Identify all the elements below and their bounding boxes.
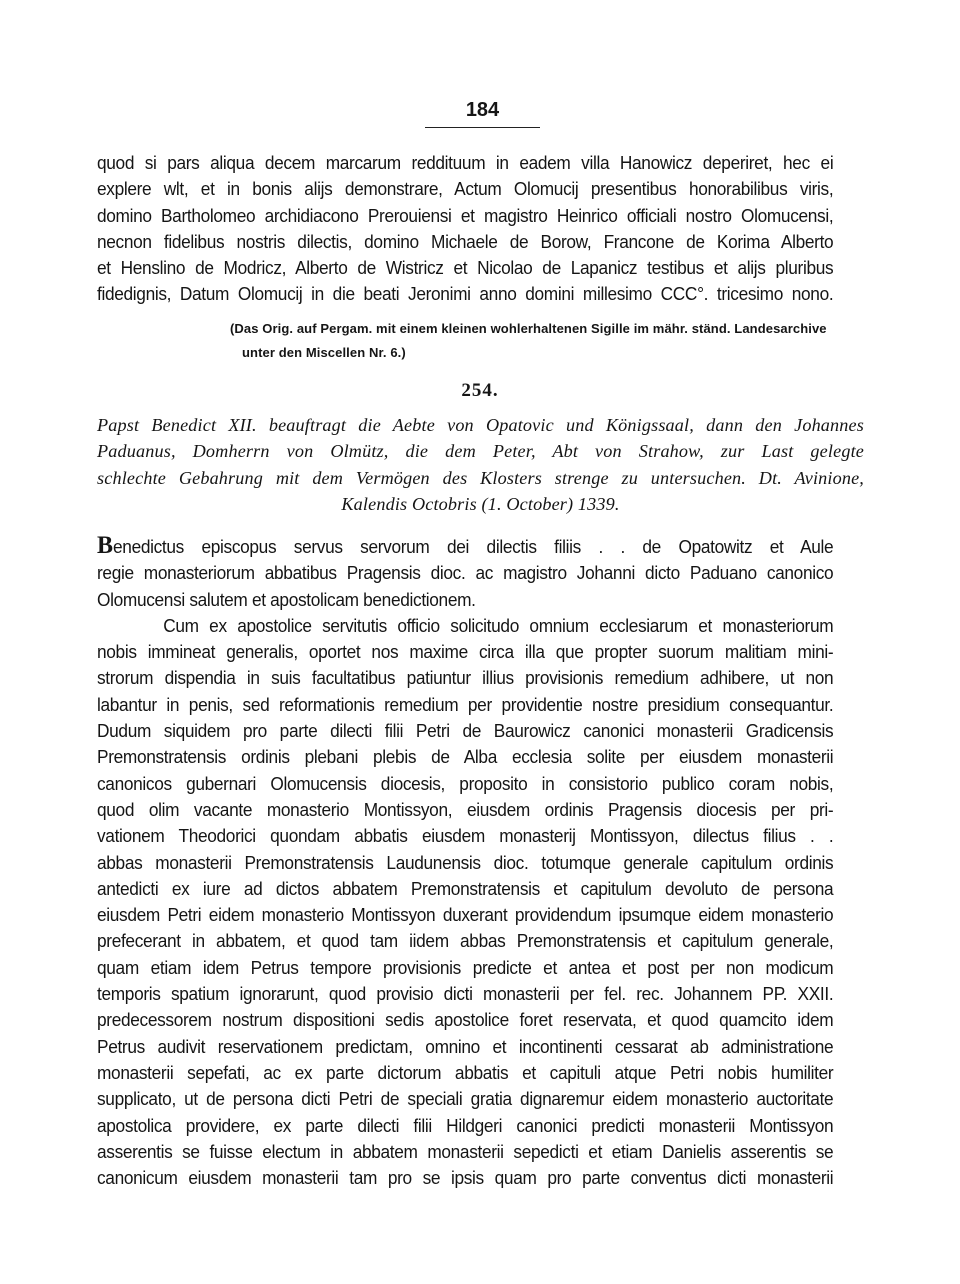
text-line: domino Bartholomeo archidiacono Prerouiensi et magistro Heinrico officiali nostro Olomucensi, [97, 205, 834, 226]
text-line: antedicti ex iure ad dictos abbatem Premonstratensis et capitulum devoluto de persona [97, 878, 834, 899]
text-line: Premonstratensis ordinis plebani plebis de Alba ecclesia solite per eiusdem monasterii [97, 747, 834, 768]
archival-note [230, 317, 870, 365]
text-line: apostolica providere, ex parte dilecti filii Hildgeri canonici predicti monasterii Montissyon [97, 1115, 834, 1136]
text-line: regie monasteriorum abbatibus Pragensis dioc. ac magistro Johanni dicto Paduano canonico [97, 563, 834, 584]
text-line: predecessorem nostrum dispositioni sedis apostolice foret reservata, et quod quamcito idem [97, 1010, 834, 1031]
text-line: Petrus audivit reservationem predictam, omnino et incontinenti cessarat ab administratione [97, 1036, 834, 1057]
note-line: (Das Orig. auf Pergam. mit einem kleinen wohlerhaltenen Sigille im mähr. ständ. Landesarchive [230, 321, 827, 336]
text-line: temporis spatium ignorarunt, quod provisio dicti monasterii per fel. rec. Johannem PP. XXII. [97, 984, 834, 1005]
regest-line: Kalendis Octobris (1. October) 1339. [341, 493, 620, 514]
text-line: quod olim vacante monasterio Montissyon, eiusdem ordinis Pragensis diocesis per pri- [97, 799, 834, 820]
text-line: fidedignis, Datum Olomucij in die beati Jeronimi anno domini millesimo CCC°. tricesimo nono. [97, 284, 834, 305]
page-number: 184 [465, 99, 500, 121]
text-line: labantur in penis, sed reformationis remedium per providentie nostre presidium consequantur. [97, 694, 834, 715]
text-line: canonicos gubernari Olomucensis diocesis, proposito in consistorio publico coram nobis, [97, 773, 834, 794]
text-line: Cum ex apostolice servitutis officio solicitudo omnium ecclesiarum et monasteriorum [163, 615, 834, 636]
note-line: unter den Miscellen Nr. 6.) [242, 345, 406, 360]
regest-line: Paduanus, Domherrn von Olmütz, die dem Peter, Abt von Strahow, zur Last gelegte [97, 441, 864, 462]
text-line: et Henslino de Modricz, Alberto de Wistricz et Nicolao de Lapanicz testibus et alijs pluribus [97, 258, 834, 279]
header-rule [425, 127, 540, 128]
text-line: supplicato, ut de persona dicti Petri de speciali gratia dignaremur eidem monasterio auctoritate [97, 1089, 834, 1110]
intro-paragraph [97, 150, 833, 308]
text-line: asserentis se fuisse electum in abbatem monasterii sepedicti et etiam Danielis asserentis se [97, 1141, 834, 1162]
regest-summary [97, 412, 864, 517]
text-line: quam etiam idem Petrus tempore provisionis predicte et antea et post per non modicum [97, 957, 834, 978]
document-text [97, 534, 833, 1191]
first-line-text: enedictus episcopus servus servorum dei dilectis filiis . . de Opatowitz et Aule [113, 537, 834, 557]
text-line: strorum dispendia in suis facultatibus patiuntur illius provisionis remedium adhibere, ut non [97, 668, 834, 689]
text-line: explere wlt, et in bonis alijs demonstrare, Actum Olomucij presentibus honorabilibus viris, [97, 179, 834, 200]
initial-letter: B [97, 532, 114, 559]
text-line: quod si pars aliqua decem marcarum reddituum in eadem villa Hanowicz deperiret, hec ei [97, 153, 834, 173]
regest-line: Papst Benedict XII. beauftragt die Aebte von Opatovic und Königssaal, dann den Johannes [97, 415, 864, 435]
text-line: canonicum eiusdem monasterii tam pro se ipsis quam pro parte conventus dicti monasterii [97, 1168, 834, 1189]
document-first-line [97, 534, 833, 560]
text-line: vationem Theodorici quondam abbatis eiusdem monasterij Montissyon, dilectus filius . . [97, 826, 834, 847]
document-number: 254. [461, 380, 499, 401]
text-line: eiusdem Petri eidem monasterio Montissyon duxerant providendum ipsumque eidem monasterio [97, 905, 834, 926]
text-line: Olomucensi salutem et apostolicam benedictionem. [97, 589, 476, 610]
regest-line: schlechte Gebahrung mit dem Vermögen des Klosters strenge zu untersuchen. Dt. Avinione, [97, 467, 864, 488]
text-line: monasterii sepefati, ac ex parte dictorum abbatis et capituli atque Petri nobis humiliter [97, 1062, 834, 1083]
text-line: prefecerant in abbatem, et quod tam iidem abbas Premonstratensis et capitulum generale, [97, 931, 834, 952]
text-line: nobis immineat generalis, oportet nos maxime circa illa que propter suorum malitiam mini- [97, 642, 834, 663]
text-line: Dudum siquidem pro parte dilecti filii Petri de Baurowicz canonici monasterii Gradicensis [97, 721, 834, 742]
text-line: abbas monasterii Premonstratensis Laudunensis dioc. totumque generale capitulum ordinis [97, 852, 834, 873]
text-line: necnon fidelibus nostris dilectis, domino Michaele de Borow, Francone de Korima Alberto [97, 231, 834, 252]
